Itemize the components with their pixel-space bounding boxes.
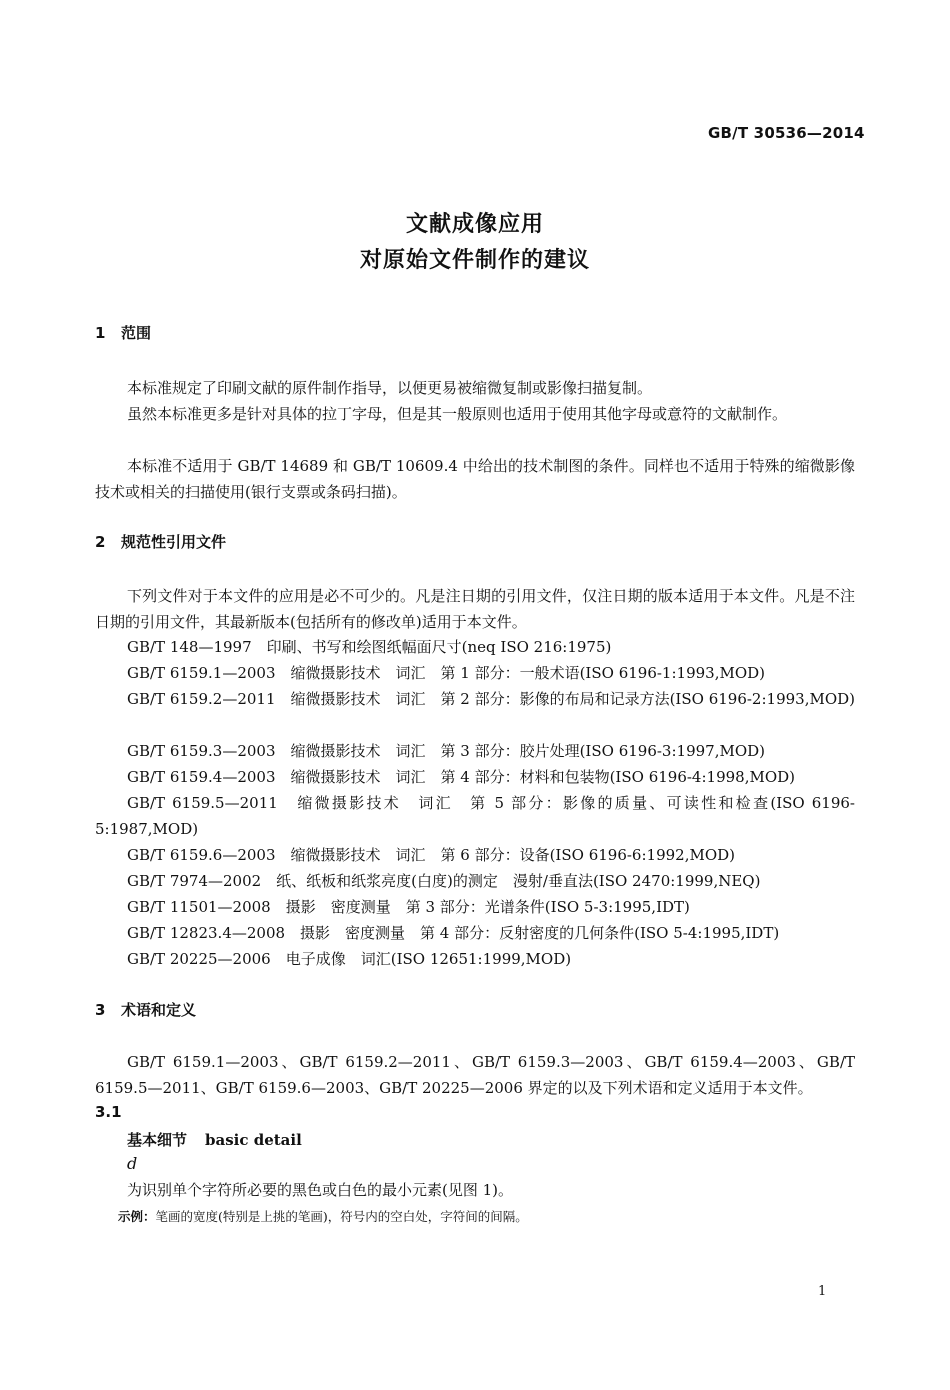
reference-item: GB/T 6159.3—2003 缩微摄影技术 词汇 第 3 部分：胶片处理(ISO 6196-3:1997,MOD): [127, 742, 766, 760]
references-intro: 下列文件对于本文件的应用是必不可少的。凡是注日期的引用文件，仅注日期的版本适用于本文件。凡是不注日期的引用文件，其最新版本(包括所有的修改单)适用于本文件。: [95, 587, 855, 631]
term-definition: 为识别单个字符所必要的黑色或白色的最小元素(见图 1)。: [127, 1181, 514, 1199]
scope-paragraph-3: 本标准不适用于 GB/T 14689 和 GB/T 10609.4 中给出的技术制图的条件。同样也不适用于特殊的缩微影像技术或相关的扫描使用(银行支票或条码扫描)。: [95, 457, 855, 501]
section-3-heading: [95, 999, 196, 1020]
reference-item: GB/T 6159.6—2003 缩微摄影技术 词汇 第 6 部分：设备(ISO 6196-6:1992,MOD): [127, 846, 736, 864]
term-english: basic detail: [205, 1131, 302, 1149]
term-number: 3.1: [95, 1103, 122, 1121]
section-title: 术语和定义: [121, 1001, 197, 1019]
title-line-2: 对原始文件制作的建议: [359, 248, 590, 273]
section-title: 规范性引用文件: [121, 533, 227, 551]
scope-paragraph-1: 本标准规定了印刷文献的原件制作指导，以便更易被缩微复制或影像扫描复制。: [127, 379, 653, 397]
section-number: 1: [95, 324, 106, 342]
reference-item: GB/T 20225—2006 电子成像 词汇(ISO 12651:1999,MOD): [127, 950, 572, 968]
section-title: 范围: [121, 324, 152, 342]
example-note: [118, 1207, 528, 1225]
scope-paragraph-2: 虽然本标准更多是针对具体的拉丁字母，但是其一般原则也适用于使用其他字母或意符的文献制作。: [127, 405, 788, 423]
reference-item: GB/T 7974—2002 纸、纸板和纸浆亮度(白度)的测定 漫射/垂直法(ISO 2470:1999,NEQ): [127, 872, 761, 890]
reference-item: GB/T 6159.2—2011 缩微摄影技术 词汇 第 2 部分：影像的布局和记录方法(ISO 6196-2:1993,MOD): [127, 690, 856, 708]
reference-item: GB/T 6159.4—2003 缩微摄影技术 词汇 第 4 部分：材料和包装物(ISO 6196-4:1998,MOD): [127, 768, 796, 786]
standard-number: GB/T 30536—2014: [708, 124, 865, 142]
reference-item: GB/T 6159.5—2011 缩微摄影技术 词汇 第 5 部分：影像的质量、可读性和检查(ISO 6196-5:1987,MOD): [95, 794, 855, 838]
term-symbol: d: [127, 1154, 138, 1173]
section-number: 2: [95, 533, 106, 551]
title-line-1: 文献成像应用: [405, 212, 544, 237]
reference-item: GB/T 148—1997 印刷、书写和绘图纸幅面尺寸(neq ISO 216:1975): [127, 638, 612, 656]
example-label: 示例：: [118, 1209, 156, 1224]
section-1-heading: [95, 322, 151, 343]
reference-item: GB/T 12823.4—2008 摄影 密度测量 第 4 部分：反射密度的几何条件(ISO 5-4:1995,IDT): [127, 924, 780, 942]
term-chinese: 基本细节: [127, 1131, 188, 1149]
section-number: 3: [95, 1001, 106, 1019]
section-2-heading: [95, 531, 226, 552]
example-text: 笔画的宽度(特别是上挑的笔画)，符号内的空白处，字符间的间隔。: [155, 1209, 528, 1224]
term-heading: [127, 1129, 302, 1150]
page-number: 1: [818, 1284, 827, 1299]
reference-item: GB/T 6159.1—2003 缩微摄影技术 词汇 第 1 部分：一般术语(ISO 6196-1:1993,MOD): [127, 664, 766, 682]
reference-item: GB/T 11501—2008 摄影 密度测量 第 3 部分：光谱条件(ISO 5-3:1995,IDT): [127, 898, 690, 916]
terms-intro: GB/T 6159.1—2003、GB/T 6159.2—2011、GB/T 6159.3—2003、GB/T 6159.4—2003、GB/T 6159.5—2011、GB/T 6159.6—2003、GB/T 20225—2006 界定的以及下列术语和定义适用于本文件。: [95, 1053, 855, 1097]
